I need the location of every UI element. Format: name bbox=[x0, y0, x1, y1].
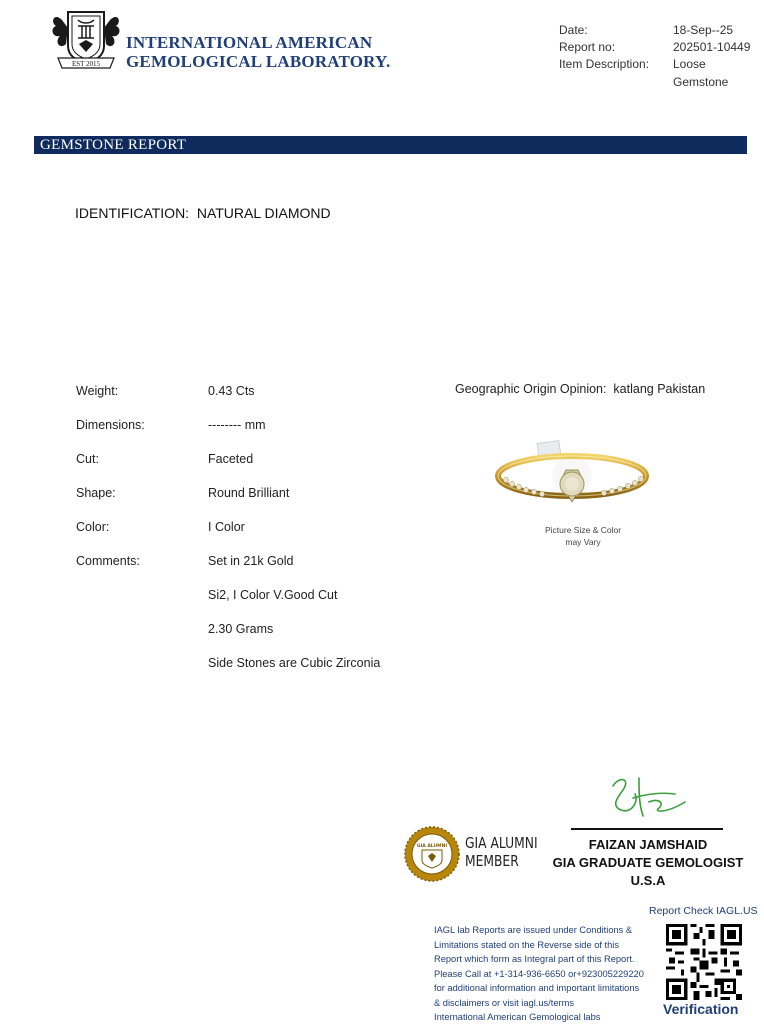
ring-photo bbox=[492, 440, 652, 520]
picture-caption bbox=[540, 524, 626, 548]
detail-value-weight: 0.43 Cts bbox=[208, 384, 255, 398]
signer-name: FAIZAN JAMSHAID bbox=[588, 837, 708, 852]
caption-line: may Vary bbox=[565, 537, 601, 547]
signer-title: GIA GRADUATE GEMOLOGIST U.S.A bbox=[552, 855, 744, 888]
detail-value-comments: Set in 21k Gold bbox=[208, 554, 294, 568]
comment-line: 2.30 Grams bbox=[208, 622, 274, 636]
logo-est-text: EST 2015 bbox=[71, 60, 101, 68]
verification-qr-code[interactable] bbox=[666, 924, 742, 1000]
detail-label-dimensions: Dimensions: bbox=[76, 418, 145, 432]
org-name-line1: INTERNATIONAL AMERICAN bbox=[126, 33, 373, 52]
signature-line bbox=[571, 828, 723, 830]
organization-name bbox=[126, 33, 390, 71]
detail-value-dimensions: -------- mm bbox=[208, 418, 266, 432]
meta-item-label: Item Description: bbox=[559, 57, 650, 71]
verification-label: Verification bbox=[663, 1001, 739, 1017]
gia-alumni-label bbox=[465, 834, 538, 870]
signer-block bbox=[535, 836, 761, 890]
gia-alumni-seal bbox=[404, 826, 460, 882]
identification-line: IDENTIFICATION: NATURAL DIAMOND bbox=[75, 205, 331, 221]
seal-text: GIA ALUMNI bbox=[416, 844, 448, 849]
detail-value-color: I Color bbox=[208, 520, 245, 534]
disclaimer-text bbox=[434, 923, 654, 1025]
detail-label-color: Color: bbox=[76, 520, 110, 534]
disclaimer-line: for additional information and important limitations bbox=[434, 983, 640, 993]
detail-value-shape: Round Brilliant bbox=[208, 486, 290, 500]
handwritten-signature bbox=[605, 772, 690, 822]
alumni-line1: GIA ALUMNI bbox=[465, 834, 538, 852]
disclaimer-line: Limitations stated on the Reverse side of this bbox=[434, 939, 620, 950]
report-banner-title: GEMSTONE REPORT bbox=[40, 137, 187, 153]
disclaimer-line: IAGL lab Reports are issued under Conditions & bbox=[434, 925, 633, 935]
comment-line: Si2, I Color V.Good Cut bbox=[208, 588, 338, 602]
report-check-link[interactable]: Report Check IAGL.US bbox=[649, 905, 758, 917]
caption-line: Picture Size & Color bbox=[544, 525, 622, 535]
disclaimer-line: International American Gemological labs bbox=[434, 1012, 601, 1022]
geographic-origin: Geographic Origin Opinion: katlang Pakistan bbox=[455, 382, 706, 396]
detail-value-cut: Faceted bbox=[208, 452, 254, 466]
alumni-line2: MEMBER bbox=[465, 852, 519, 870]
iagl-logo-emblem bbox=[48, 6, 124, 72]
comment-line: Side Stones are Cubic Zirconia bbox=[208, 656, 381, 670]
meta-date-value: 18-Sep--25 bbox=[673, 23, 734, 37]
detail-label-shape: Shape: bbox=[76, 486, 116, 500]
disclaimer-line: & disclaimers or visit iagl.us/terms bbox=[434, 997, 575, 1008]
meta-date-label: Date: bbox=[559, 23, 588, 37]
org-name-line2: GEMOLOGICAL LABORATORY. bbox=[126, 52, 391, 71]
meta-report-no-label: Report no: bbox=[559, 40, 616, 54]
detail-label-weight: Weight: bbox=[76, 384, 119, 398]
meta-item-value: Loose Gemstone bbox=[673, 57, 729, 89]
meta-report-no-value: 202501-10449 bbox=[673, 40, 751, 54]
detail-label-comments: Comments: bbox=[76, 554, 140, 568]
disclaimer-line: Report which form as Integral part of this Report. bbox=[434, 954, 635, 964]
detail-label-cut: Cut: bbox=[76, 452, 99, 466]
disclaimer-line: Please Call at +1-314-936-6650 or+923005229220 bbox=[434, 968, 644, 979]
